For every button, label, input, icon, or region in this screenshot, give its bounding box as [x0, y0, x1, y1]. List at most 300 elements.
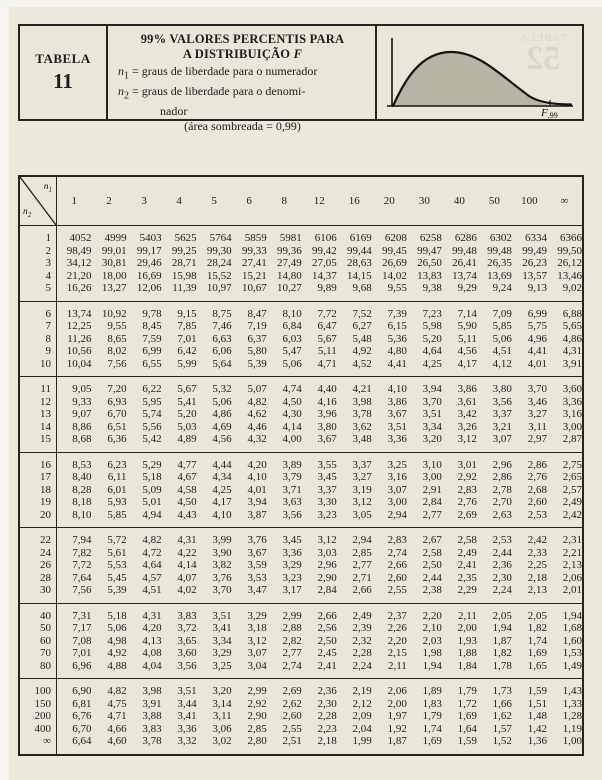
value-cell: 2,18	[527, 571, 547, 584]
value-cell: 6,27	[352, 320, 372, 332]
value-cell: 98,49	[66, 244, 92, 257]
value-cell: 3,05	[352, 508, 372, 521]
value-cell: 2,50	[317, 634, 337, 647]
value-cell: 7,82	[72, 546, 92, 559]
value-cell: 3,32	[177, 735, 197, 747]
value-cell: 14,80	[276, 269, 302, 282]
value-cell: 9,55	[387, 282, 407, 294]
value-cell: 2,99	[282, 609, 302, 622]
value-cell: 30,81	[101, 257, 127, 269]
value-cell: 1,65	[527, 659, 547, 672]
value-cell: 2,49	[562, 496, 582, 508]
value-cell: 14,02	[382, 269, 407, 282]
value-cell: 4,10	[387, 383, 407, 395]
value-cell: 13,74	[452, 269, 477, 282]
value-cell: 9,38	[422, 282, 442, 294]
value-cell: 3,48	[352, 433, 372, 445]
row-header: 150	[20, 698, 57, 711]
value-cell: 3,19	[352, 483, 372, 496]
value-cell: 26,41	[452, 257, 477, 269]
value-cell: 1,33	[562, 697, 582, 710]
value-cell: 1,89	[422, 685, 442, 697]
row-header: 8	[20, 333, 57, 346]
value-cell: 2,99	[247, 685, 267, 697]
table-row-n2-16	[20, 452, 582, 471]
value-cell: 8,86	[72, 420, 92, 433]
value-cell: 2,01	[562, 584, 582, 596]
row-header: 26	[20, 559, 57, 572]
value-cell: 4,43	[177, 508, 197, 521]
value-cell: 11,39	[172, 282, 197, 294]
value-cell: 26,35	[487, 257, 512, 269]
value-cell: 2,71	[352, 571, 372, 584]
value-cell: 6,06	[212, 345, 232, 357]
value-cell: 3,60	[562, 383, 582, 395]
value-cell: 34,12	[66, 257, 92, 269]
value-cell: 15,98	[171, 269, 197, 282]
value-cell: 26,50	[417, 257, 442, 269]
value-cell: 2,38	[422, 584, 442, 596]
value-cell: 13,83	[417, 269, 442, 282]
value-cell: 10,92	[101, 307, 127, 320]
value-cell: 2,12	[352, 697, 372, 710]
value-cell: 2,63	[492, 508, 512, 521]
table-row-n2-20	[20, 509, 582, 528]
value-cell: 5,20	[422, 332, 442, 345]
value-cell: 1,43	[562, 685, 582, 697]
value-cell: 3,36	[177, 722, 197, 735]
value-cell: 3,67	[387, 408, 407, 420]
value-cell: 4,41	[527, 345, 547, 357]
value-cell: 3,80	[492, 383, 512, 395]
value-cell: 2,66	[387, 559, 407, 571]
col-header-n1-20: 20	[383, 194, 395, 207]
value-cell: 5,11	[317, 345, 337, 357]
value-cell: 7,09	[492, 307, 512, 320]
col-header-n1-30: 30	[418, 194, 430, 207]
value-cell: 7,39	[387, 307, 407, 320]
table-row-n2-28	[20, 572, 582, 585]
value-cell: 8,65	[107, 332, 127, 345]
table-row-n2-17	[20, 471, 582, 484]
value-cell: 5,95	[142, 395, 162, 408]
value-cell: 3,61	[457, 395, 477, 408]
table-row-n2-30	[20, 584, 582, 603]
value-cell: 1,36	[527, 735, 547, 747]
value-cell: 3,99	[212, 534, 232, 546]
table-row-n2-10	[20, 358, 582, 377]
value-cell: 3,78	[352, 408, 372, 420]
value-cell: 26,12	[557, 257, 582, 269]
value-cell: 4,22	[177, 546, 197, 559]
value-cell: 5,39	[247, 357, 267, 370]
value-cell: 1,49	[562, 659, 582, 672]
value-cell: 4,56	[457, 345, 477, 357]
table-row-n2-200	[20, 710, 582, 723]
value-cell: 2,05	[492, 609, 512, 622]
row-header: 16	[20, 452, 57, 471]
value-cell: 5,41	[177, 395, 197, 408]
value-cell: 4,30	[282, 408, 302, 420]
value-cell: 2,97	[527, 433, 547, 445]
value-cell: 3,47	[247, 584, 267, 596]
value-cell: 1,62	[492, 710, 512, 722]
value-cell: 4,00	[282, 433, 302, 445]
value-cell: 2,55	[282, 722, 302, 735]
value-cell: 4,89	[177, 433, 197, 445]
row-header: 28	[20, 572, 57, 585]
value-cell: 4,67	[177, 471, 197, 483]
value-cell: 2,53	[492, 534, 512, 546]
value-cell: 3,45	[282, 534, 302, 546]
value-cell: 3,06	[212, 722, 232, 735]
value-cell: 4,88	[107, 659, 127, 672]
value-cell: 2,58	[457, 534, 477, 546]
row-header: 3	[20, 257, 57, 270]
f-table-container	[18, 175, 584, 756]
row-block-5	[20, 528, 582, 604]
value-cell: 1,69	[527, 647, 547, 659]
value-cell: 5,45	[107, 571, 127, 584]
value-cell: 2,24	[352, 659, 372, 672]
value-cell: 8,40	[72, 471, 92, 483]
value-cell: 28,24	[206, 257, 232, 269]
value-cell: 4,60	[107, 735, 127, 747]
value-cell: 1,64	[457, 722, 477, 735]
value-cell: 1,97	[387, 710, 407, 722]
value-cell: 2,70	[492, 496, 512, 508]
value-cell: 4,08	[142, 647, 162, 659]
value-cell: 4,86	[212, 408, 232, 420]
value-cell: 3,41	[177, 710, 197, 722]
value-cell: 2,88	[282, 622, 302, 634]
value-cell: 6,96	[72, 659, 92, 672]
value-cell: 2,69	[457, 508, 477, 521]
value-cell: 2,23	[317, 722, 337, 735]
value-cell: 6,36	[107, 433, 127, 445]
value-cell: 6,76	[72, 710, 92, 722]
value-cell: 10,56	[66, 345, 92, 357]
value-cell: 3,76	[212, 571, 232, 584]
value-cell: 3,89	[282, 458, 302, 471]
value-cell: 3,11	[528, 420, 547, 433]
value-cell: 9,05	[72, 383, 92, 395]
value-cell: 3,51	[422, 408, 442, 420]
value-cell: 4,13	[142, 634, 162, 647]
value-cell: 6,01	[107, 483, 127, 496]
value-cell: 2,92	[457, 471, 477, 483]
value-cell: 3,21	[492, 420, 512, 433]
table-row-n2-∞	[20, 735, 582, 754]
value-cell: 26,69	[382, 257, 407, 269]
value-cell: 4,71	[317, 357, 337, 370]
value-cell: 1,59	[527, 685, 547, 697]
value-cell: 3,23	[282, 571, 302, 584]
value-cell: 2,00	[457, 622, 477, 634]
value-cell: 1,19	[562, 722, 582, 735]
value-cell: 6,90	[72, 685, 92, 697]
value-cell: 3,90	[212, 546, 232, 559]
value-cell: 5,99	[177, 357, 197, 370]
value-cell: 1,66	[492, 697, 512, 710]
value-cell: 3,45	[317, 471, 337, 483]
value-cell: 9,24	[492, 282, 512, 294]
value-cell: 5,98	[422, 320, 442, 332]
value-cell: 4,69	[212, 420, 232, 433]
value-cell: 5,61	[107, 546, 127, 559]
value-cell: 6,11	[107, 471, 127, 483]
value-cell: 5,20	[177, 408, 197, 420]
value-cell: 8,53	[72, 458, 92, 471]
row-header: ∞	[20, 735, 57, 754]
value-cell: 4,04	[142, 659, 162, 672]
value-cell: 2,42	[562, 508, 582, 521]
value-cell: 8,18	[72, 496, 92, 508]
value-cell: 2,60	[527, 496, 547, 508]
table-row-n2-15	[20, 433, 582, 452]
scan-edge-left	[0, 0, 9, 780]
value-cell: 2,36	[317, 685, 337, 697]
value-cell: 2,83	[387, 534, 407, 546]
value-cell: 9,07	[72, 408, 92, 420]
value-cell: 5,29	[142, 458, 162, 471]
value-cell: 10,04	[66, 357, 92, 370]
value-cell: 4,21	[352, 383, 372, 395]
value-cell: 99,48	[487, 244, 512, 257]
value-cell: 6,93	[107, 395, 127, 408]
value-cell: 5,93	[107, 496, 127, 508]
value-cell: 1,82	[492, 647, 512, 659]
table-row-n2-18	[20, 484, 582, 497]
row-header: 15	[20, 433, 57, 452]
value-cell: 4,12	[492, 357, 512, 370]
value-cell: 2,28	[317, 710, 337, 722]
value-cell: 2,00	[387, 697, 407, 710]
value-cell: 3,27	[527, 408, 547, 420]
value-cell: 2,84	[422, 496, 442, 508]
value-cell: 4,32	[247, 433, 267, 445]
value-cell: 4,44	[212, 458, 232, 471]
value-cell: 2,85	[352, 546, 372, 559]
value-cell: 10,97	[206, 282, 232, 294]
row-header: 5	[20, 282, 57, 301]
table-row-n2-24	[20, 547, 582, 560]
value-cell: 2,96	[317, 559, 337, 571]
value-cell: 3,18	[247, 622, 267, 634]
value-cell: 3,36	[562, 395, 582, 408]
value-cell: 3,29	[247, 609, 267, 622]
value-cell: 7,72	[317, 307, 337, 320]
value-cell: 2,82	[282, 634, 302, 647]
value-cell: 5,74	[142, 408, 162, 420]
value-cell: 3,07	[492, 433, 512, 445]
value-cell: 8,68	[72, 433, 92, 445]
row-block-4	[20, 452, 582, 528]
value-cell: 1,52	[492, 735, 512, 747]
value-cell: 99,17	[136, 244, 162, 257]
value-cell: 2,91	[422, 483, 442, 496]
col-header-n1-∞: ∞	[560, 194, 569, 207]
col-header-n1-4: 4	[176, 194, 182, 207]
value-cell: 2,29	[457, 584, 477, 596]
value-cell: 1,94	[422, 659, 442, 672]
table-row-n2-100	[20, 679, 582, 698]
row-header: 2	[20, 245, 57, 258]
value-cell: 3,41	[212, 622, 232, 634]
f-symbol: F	[293, 47, 303, 61]
value-cell: 2,36	[492, 559, 512, 571]
value-cell: 5859	[244, 232, 267, 244]
value-cell: 4,31	[177, 534, 197, 546]
value-cell: 1,94	[492, 622, 512, 634]
value-cell: 3,60	[177, 647, 197, 659]
value-cell: 5,47	[282, 345, 302, 357]
value-cell: 4,66	[107, 722, 127, 735]
value-cell: 2,58	[422, 546, 442, 559]
row-header: 6	[20, 301, 57, 320]
value-cell: 99,50	[557, 244, 582, 257]
value-cell: 2,50	[422, 559, 442, 571]
value-cell: 6169	[349, 232, 372, 244]
row-header: 50	[20, 622, 57, 635]
value-cell: 2,51	[282, 735, 302, 747]
value-cell: 3,51	[177, 685, 197, 697]
value-cell: 5,42	[142, 433, 162, 445]
table-row-n2-13	[20, 408, 582, 421]
value-cell: 4,74	[282, 383, 302, 395]
value-cell: 7,19	[247, 320, 267, 332]
value-cell: 7,31	[72, 609, 92, 622]
denominator-definition-cont: nador	[160, 103, 188, 118]
value-cell: 13,46	[557, 269, 582, 282]
value-cell: 1,73	[492, 685, 512, 697]
value-cell: 15,52	[206, 269, 232, 282]
value-cell: 2,44	[492, 546, 512, 559]
value-cell: 1,94	[562, 609, 582, 622]
row-block-6	[20, 603, 582, 679]
value-cell: 5,06	[282, 357, 302, 370]
value-cell: 6334	[524, 232, 547, 244]
value-cell: 1,74	[422, 722, 442, 735]
value-cell: 1,57	[492, 722, 512, 735]
value-cell: 2,03	[422, 634, 442, 647]
value-cell: 1,78	[492, 659, 512, 672]
value-cell: 2,11	[387, 659, 407, 672]
value-cell: 5,36	[387, 332, 407, 345]
value-cell: 2,94	[352, 534, 372, 546]
table-row-n2-14	[20, 421, 582, 434]
value-cell: 3,55	[317, 458, 337, 471]
value-cell: 1,92	[387, 722, 407, 735]
value-cell: 3,82	[212, 559, 232, 571]
f-distribution-curve-graphic	[381, 32, 577, 118]
value-cell: 3,20	[422, 433, 442, 445]
value-cell: 4,52	[352, 357, 372, 370]
value-cell: 4,16	[317, 395, 337, 408]
value-cell: 2,32	[352, 634, 372, 647]
value-cell: 5,56	[142, 420, 162, 433]
value-cell: 3,96	[317, 408, 337, 420]
value-cell: 3,67	[317, 433, 337, 445]
value-cell: 3,01	[457, 458, 477, 471]
table-row-n2-3	[20, 257, 582, 270]
value-cell: 2,69	[282, 685, 302, 697]
value-cell: 6,84	[282, 320, 302, 332]
value-cell: 2,86	[492, 471, 512, 483]
value-cell: 3,12	[457, 433, 477, 445]
table-row-n2-26	[20, 559, 582, 572]
value-cell: 2,65	[562, 471, 582, 483]
value-cell: 5,72	[107, 534, 127, 546]
value-cell: 8,45	[142, 320, 162, 332]
table-row-n2-4	[20, 270, 582, 283]
row-header: 30	[20, 584, 57, 603]
value-cell: 6106	[314, 232, 337, 244]
value-cell: 2,78	[492, 483, 512, 496]
value-cell: 7,46	[212, 320, 232, 332]
value-cell: 2,31	[562, 534, 582, 546]
row-header: 12	[20, 396, 57, 409]
value-cell: 1,88	[457, 647, 477, 659]
value-cell: 3,46	[527, 395, 547, 408]
value-cell: 6,81	[72, 697, 92, 710]
value-cell: 5,06	[492, 332, 512, 345]
value-cell: 15,21	[241, 269, 267, 282]
row-header: 19	[20, 496, 57, 509]
table-header-box	[18, 24, 584, 134]
value-cell: 2,20	[387, 634, 407, 647]
value-cell: 1,82	[527, 622, 547, 634]
value-cell: 4,75	[107, 697, 127, 710]
row-block-2	[20, 301, 582, 377]
value-cell: 3,16	[387, 471, 407, 483]
value-cell: 7,64	[72, 571, 92, 584]
value-cell: 99,48	[452, 244, 477, 257]
value-cell: 26,23	[522, 257, 547, 269]
value-cell: 6,88	[562, 307, 582, 320]
value-cell: 4,07	[177, 571, 197, 584]
row-header: 4	[20, 270, 57, 283]
value-cell: 18,00	[101, 269, 127, 282]
value-cell: 6,23	[107, 458, 127, 471]
value-cell: 3,94	[247, 496, 267, 508]
row-header: 10	[20, 358, 57, 377]
value-cell: 6,70	[72, 722, 92, 735]
value-cell: 4,51	[142, 584, 162, 596]
f99-label: F.99	[541, 107, 558, 118]
value-cell: 6208	[384, 232, 407, 244]
table-row-n2-2	[20, 245, 582, 258]
value-cell: 9,55	[107, 320, 127, 332]
value-cell: 3,14	[212, 697, 232, 710]
value-cell: 3,56	[177, 659, 197, 672]
value-cell: 7,59	[142, 332, 162, 345]
value-cell: 2,77	[422, 508, 442, 521]
col-header-n1-40: 40	[453, 194, 465, 207]
value-cell: 5,85	[107, 508, 127, 521]
value-cell: 2,60	[387, 571, 407, 584]
value-cell: 3,51	[212, 609, 232, 622]
value-cell: 1,68	[562, 622, 582, 634]
value-cell: 4,71	[107, 710, 127, 722]
table-row-n2-70	[20, 647, 582, 660]
value-cell: 2,05	[527, 609, 547, 622]
value-cell: 4,31	[142, 609, 162, 622]
value-cell: 9,13	[527, 282, 547, 294]
value-cell: 1,83	[422, 697, 442, 710]
value-cell: 12,25	[66, 320, 92, 332]
value-cell: 3,86	[457, 383, 477, 395]
